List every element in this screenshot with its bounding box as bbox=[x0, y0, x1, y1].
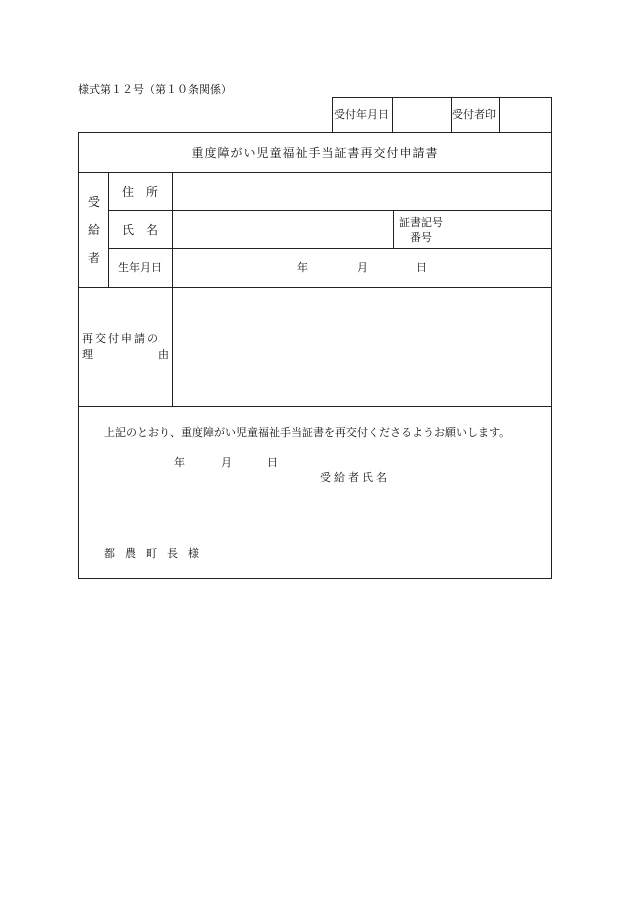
recipient-label-char-2: 給 bbox=[88, 223, 101, 237]
recipient-label-char-3: 者 bbox=[88, 251, 101, 265]
date-month-unit: 月 bbox=[221, 456, 232, 469]
certificate-number-label: 番号 bbox=[410, 231, 432, 244]
form-bottom-border bbox=[78, 578, 552, 579]
form-top-border bbox=[78, 132, 552, 133]
applicant-name-label: 受給者氏名 bbox=[320, 471, 390, 484]
reception-date-label: 受付年月日 bbox=[334, 108, 389, 121]
birthdate-label: 生年月日 bbox=[118, 261, 162, 274]
certificate-field[interactable] bbox=[450, 211, 551, 248]
date-day-unit: 日 bbox=[267, 456, 278, 469]
applicant-name-field[interactable] bbox=[400, 466, 540, 486]
reason-label-left: 理 bbox=[82, 348, 93, 361]
reason-label: 再交付申請の bbox=[82, 332, 160, 345]
receiver-seal-label: 受付者印 bbox=[452, 108, 496, 121]
birth-month-unit: 月 bbox=[357, 261, 368, 274]
form-title: 重度障がい児童福祉手当証書再交付申請書 bbox=[191, 146, 439, 160]
request-statement: 上記のとおり、重度障がい児童福祉手当証書を再交付くださるようお願いします。 bbox=[104, 426, 511, 439]
certificate-label: 証書記号 bbox=[399, 216, 443, 229]
receiver-seal-field[interactable] bbox=[500, 98, 551, 131]
birth-day-unit: 日 bbox=[416, 261, 427, 274]
address-field[interactable] bbox=[173, 173, 551, 210]
birthdate-field[interactable] bbox=[173, 249, 551, 287]
form-left-border bbox=[78, 132, 79, 579]
recipient-label-char-1: 受 bbox=[88, 195, 101, 209]
address-label: 住 所 bbox=[121, 185, 158, 199]
reception-date-field[interactable] bbox=[393, 98, 450, 131]
certificate-divider bbox=[393, 210, 394, 248]
reason-label-right: 由 bbox=[158, 348, 169, 361]
addressee: 都農町長様 bbox=[104, 547, 209, 560]
form-number: 様式第１２号（第１０条関係） bbox=[78, 83, 232, 96]
reason-field[interactable] bbox=[173, 288, 551, 406]
name-field[interactable] bbox=[173, 211, 393, 248]
birth-year-unit: 年 bbox=[297, 261, 308, 274]
reception-box-left-border bbox=[332, 97, 333, 132]
form-right-border bbox=[551, 97, 552, 579]
name-label: 氏 名 bbox=[121, 223, 158, 237]
date-year-unit: 年 bbox=[174, 456, 185, 469]
reason-bottom-rule bbox=[78, 406, 552, 407]
